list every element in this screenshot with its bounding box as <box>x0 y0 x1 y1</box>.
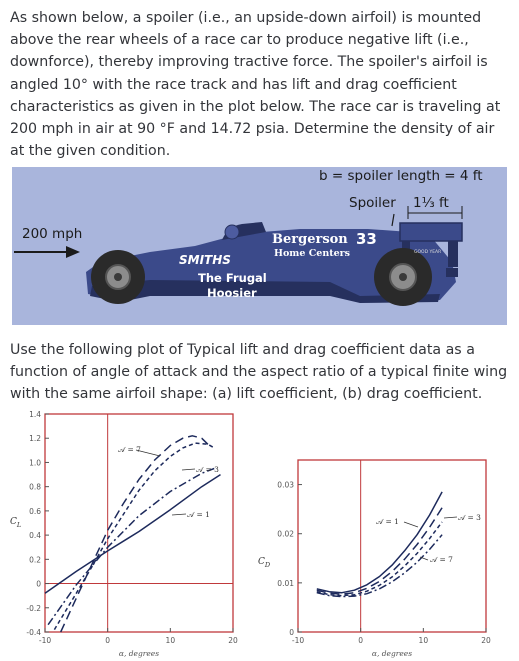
y-tick-label: -0.4 <box>26 628 41 637</box>
y-tick-label: 1.2 <box>29 434 41 444</box>
x-tick-label: 20 <box>481 636 491 645</box>
series-line-inf <box>317 535 442 597</box>
y-tick-label: 1.4 <box>29 410 41 419</box>
y-tick-label: 0.6 <box>29 506 41 516</box>
y-tick-label: 0.02 <box>277 529 294 539</box>
lift-coefficient-plot <box>10 410 238 658</box>
y-tick-label: 0.2 <box>29 555 41 565</box>
series-line-1 <box>317 492 442 593</box>
car-number: 33 <box>356 230 377 248</box>
x-tick-label: 10 <box>418 636 429 645</box>
annotation-leader <box>404 522 418 527</box>
span-label: b = spoiler length = 4 ft <box>319 168 483 184</box>
y-axis-label: $C_L$ <box>10 517 22 529</box>
x-axis-label: α, degrees <box>371 649 413 658</box>
y-tick-label: 1.0 <box>29 458 41 468</box>
car-name-line2: Hoosier <box>207 286 257 300</box>
brand-decal: SMITHS <box>179 253 231 267</box>
x-tick-label: -10 <box>38 636 52 645</box>
y-tick-label: 0 <box>289 628 294 637</box>
series-annotation: 𝒜 = 7 <box>118 445 141 454</box>
sponsor-name: Bergerson <box>272 232 348 247</box>
series-annotation: 𝒜 = 1 <box>376 517 399 526</box>
x-tick-label: 0 <box>105 636 111 645</box>
y-tick-label: 0.8 <box>29 482 41 492</box>
annotation-leader <box>182 469 195 470</box>
series-annotation: 𝒜 = 3 <box>196 465 219 474</box>
series-annotation: 𝒜 = 7 <box>430 555 453 564</box>
drag-coefficient-plot <box>258 460 491 658</box>
x-axis-label: α, degrees <box>118 649 160 658</box>
series-annotation: 𝒜 = 1 <box>187 510 210 519</box>
problem-statement: As shown below, a spoiler (i.e., an upside-down airfoil) is mounted above the rear wheels of a race car to produce negative lift (i.e., downforce), thereby improving tractive force. The spoiler's airfoil is angled 10° with the race track and has lift and drag coefficient characteristics as given in the plot below. The race car is traveling at 200 mph in air at 90 °F and 14.72 psia. Determine the density of air at the given condition. <box>10 10 501 160</box>
y-tick-label: 0 <box>36 579 41 589</box>
series-annotation: 𝒜 = 3 <box>458 513 481 522</box>
annotation-leader <box>444 517 457 518</box>
y-axis-label: $C_D$ <box>258 557 271 569</box>
spoiler-label: Spoiler <box>349 195 396 211</box>
y-tick-label: -0.2 <box>26 603 41 613</box>
car-name-line1: The Frugal <box>198 271 267 285</box>
y-tick-label: 0.01 <box>277 578 294 588</box>
y-tick-label: 0.4 <box>29 531 41 541</box>
annotation-leader <box>172 514 186 515</box>
x-tick-label: 0 <box>358 636 364 645</box>
y-tick-label: 0.03 <box>277 480 294 490</box>
series-line-7 <box>317 522 442 596</box>
x-tick-label: 20 <box>228 636 238 645</box>
plot-frame <box>298 460 486 632</box>
series-line-1 <box>45 475 221 594</box>
chord-label: 1⅓ ft <box>413 195 449 211</box>
series-line-7 <box>54 443 214 629</box>
sponsor-sub: Home Centers <box>274 248 351 259</box>
x-tick-label: -10 <box>291 636 305 645</box>
tire-text: GOOD YEAR <box>414 250 442 255</box>
x-tick-label: 10 <box>165 636 176 645</box>
speed-label: 200 mph <box>22 226 83 242</box>
plot-intro-text: Use the following plot of Typical lift and drag coefficient data as a function of angle of attack and the aspect ratio of a typical finite wing with the same airfoil shape: (a) lift coefficient, (b) drag coefficient. <box>10 342 508 403</box>
